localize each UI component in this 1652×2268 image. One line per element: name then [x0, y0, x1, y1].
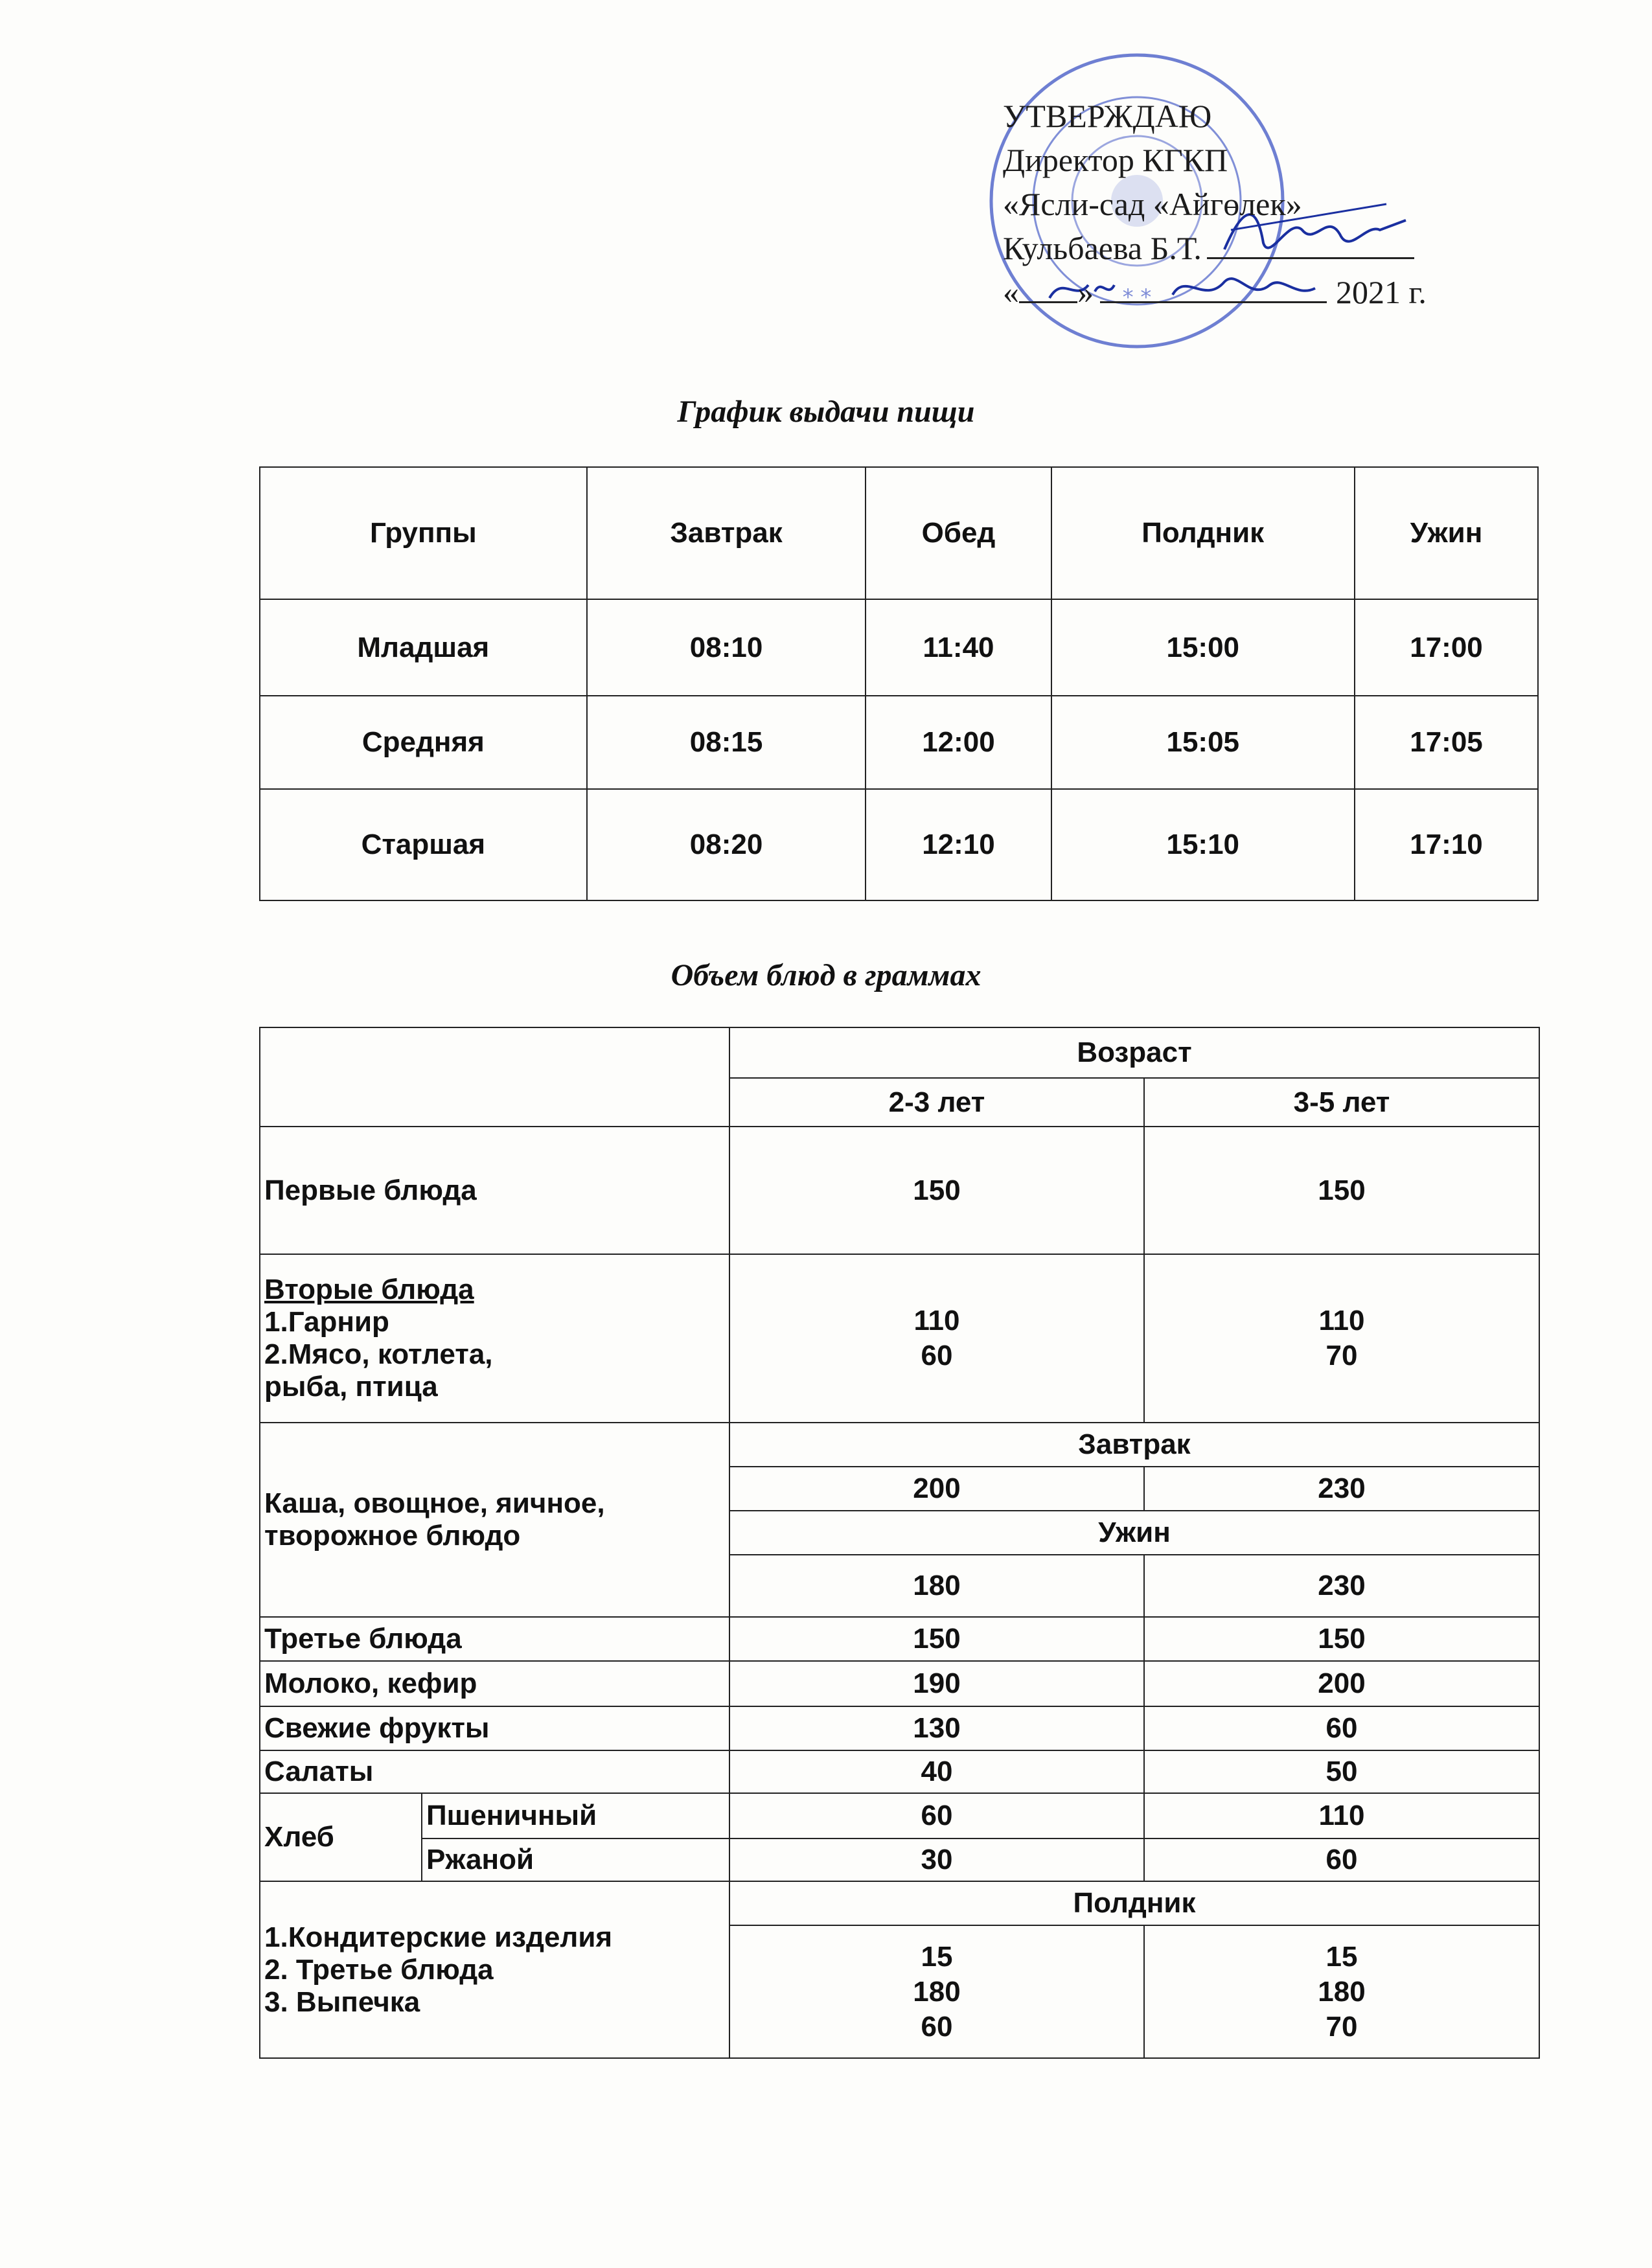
time-cell: 17:05	[1355, 696, 1538, 789]
time-cell: 12:10	[866, 789, 1051, 900]
time-cell: 11:40	[866, 599, 1051, 696]
date-close-quote: »	[1077, 274, 1094, 310]
value-cell: 190	[729, 1661, 1144, 1706]
label-line: 3. Выпечка	[264, 1986, 420, 2018]
value-cell: 40	[729, 1750, 1144, 1793]
table-row	[260, 1706, 1539, 1750]
group-cell: Старшая	[260, 789, 587, 900]
group-cell: Средняя	[260, 696, 587, 789]
table-row	[260, 1423, 1539, 1467]
table-row	[260, 1661, 1539, 1706]
value-cell: 150	[729, 1127, 1144, 1254]
label-line: Каша, овощное, яичное,	[264, 1487, 605, 1519]
row-label	[260, 1254, 729, 1423]
header-cell: Обед	[866, 467, 1051, 599]
value-cell	[1144, 1925, 1539, 2058]
time-cell: 08:10	[587, 599, 866, 696]
value-cell: 60	[1144, 1838, 1539, 1881]
approval-position: Директор КГКП	[1003, 142, 1228, 178]
meal-subheader: Завтрак	[729, 1423, 1539, 1467]
time-cell: 08:15	[587, 696, 866, 789]
second-courses-label: Вторые блюда	[264, 1274, 474, 1305]
header-cell: Полдник	[1051, 467, 1355, 599]
table-row	[260, 1254, 1539, 1423]
approval-organization: «Ясли-сад «Айгөлек»	[1003, 186, 1302, 222]
value-cell: 150	[729, 1617, 1144, 1661]
value-cell: 150	[1144, 1127, 1539, 1254]
table-row	[260, 789, 1538, 900]
table-row	[260, 1617, 1539, 1661]
table-row	[260, 599, 1538, 696]
value: 15	[921, 1940, 953, 1973]
approval-date	[1003, 270, 1456, 314]
row-label: Первые блюда	[260, 1127, 729, 1254]
value-cell: 180	[729, 1555, 1144, 1617]
approval-title: УТВЕРЖДАЮ	[1003, 98, 1212, 134]
sub-label: 2.Мясо, котлета,	[264, 1338, 493, 1370]
value: 60	[921, 1340, 953, 1371]
value-cell: 230	[1144, 1467, 1539, 1511]
table-header-row	[260, 467, 1538, 599]
table-row	[260, 1881, 1539, 1925]
value: 70	[1325, 2010, 1358, 2043]
value: 60	[921, 2010, 953, 2043]
age-header: Возраст	[729, 1027, 1539, 1078]
row-label: Свежие фрукты	[260, 1706, 729, 1750]
bread-label: Хлеб	[260, 1793, 422, 1881]
value: 180	[913, 1975, 961, 2008]
time-cell: 12:00	[866, 696, 1051, 789]
table-row	[260, 1127, 1539, 1254]
group-cell: Младшая	[260, 599, 587, 696]
sub-label: 1.Гарнир	[264, 1306, 389, 1338]
value-cell: 50	[1144, 1750, 1539, 1793]
time-cell: 17:00	[1355, 599, 1538, 696]
label-line: творожное блюдо	[264, 1520, 521, 1552]
table-row	[260, 696, 1538, 789]
meal-subheader: Полдник	[729, 1881, 1539, 1925]
value-cell: 60	[729, 1793, 1144, 1838]
value-cell	[729, 1254, 1144, 1423]
table-row	[260, 1793, 1539, 1838]
value-cell: 200	[729, 1467, 1144, 1511]
approval-name	[1003, 226, 1456, 270]
sub-label: рыба, птица	[264, 1371, 438, 1403]
table-row	[260, 1750, 1539, 1793]
date-open-quote: «	[1003, 274, 1019, 310]
bread-type: Пшеничный	[422, 1793, 729, 1838]
time-cell: 15:10	[1051, 789, 1355, 900]
portions-table	[259, 1027, 1540, 2059]
age-col2-header: 3-5 лет	[1144, 1078, 1539, 1127]
meal-subheader: Ужин	[729, 1511, 1539, 1555]
label-line: 2. Третье блюда	[264, 1953, 494, 1986]
table-row	[260, 1838, 1539, 1881]
value: 110	[1318, 1305, 1365, 1336]
portions-title: Объем блюд в граммах	[671, 958, 981, 992]
value-cell: 200	[1144, 1661, 1539, 1706]
date-month-blank	[1100, 275, 1327, 303]
value-cell: 150	[1144, 1617, 1539, 1661]
label-line: 1.Кондитерские изделия	[264, 1921, 613, 1953]
value: 15	[1325, 1940, 1358, 1973]
value-cell: 60	[1144, 1706, 1539, 1750]
svg-text:* *: * *	[1122, 284, 1152, 310]
header-cell: Завтрак	[587, 467, 866, 599]
schedule-title: График выдачи пищи	[677, 395, 975, 429]
age-col1-header: 2-3 лет	[729, 1078, 1144, 1127]
signature-line	[1207, 231, 1414, 259]
approver-name: Кульбаева Б.Т.	[1003, 230, 1202, 266]
time-cell: 08:20	[587, 789, 866, 900]
value-cell: 30	[729, 1838, 1144, 1881]
bread-type: Ржаной	[422, 1838, 729, 1881]
value-cell: 130	[729, 1706, 1144, 1750]
time-cell: 17:10	[1355, 789, 1538, 900]
value-cell: 230	[1144, 1555, 1539, 1617]
row-label: Салаты	[260, 1750, 729, 1793]
date-year: 2021 г.	[1336, 274, 1427, 310]
value: 180	[1318, 1975, 1366, 2008]
row-label: Молоко, кефир	[260, 1661, 729, 1706]
value-cell	[1144, 1254, 1539, 1423]
value: 110	[913, 1305, 960, 1336]
time-cell: 15:05	[1051, 696, 1355, 789]
date-day-blank	[1019, 275, 1077, 303]
header-cell: Ужин	[1355, 467, 1538, 599]
value-cell	[729, 1925, 1144, 2058]
table-row	[260, 1027, 1539, 1078]
header-cell: Группы	[260, 467, 587, 599]
value: 70	[1325, 1340, 1358, 1371]
row-label: Третье блюда	[260, 1617, 729, 1661]
empty-corner-cell	[260, 1027, 729, 1127]
row-label	[260, 1423, 729, 1617]
value-cell: 110	[1144, 1793, 1539, 1838]
row-label	[260, 1881, 729, 2058]
approval-block	[1003, 94, 1456, 314]
schedule-table	[259, 466, 1539, 901]
time-cell: 15:00	[1051, 599, 1355, 696]
